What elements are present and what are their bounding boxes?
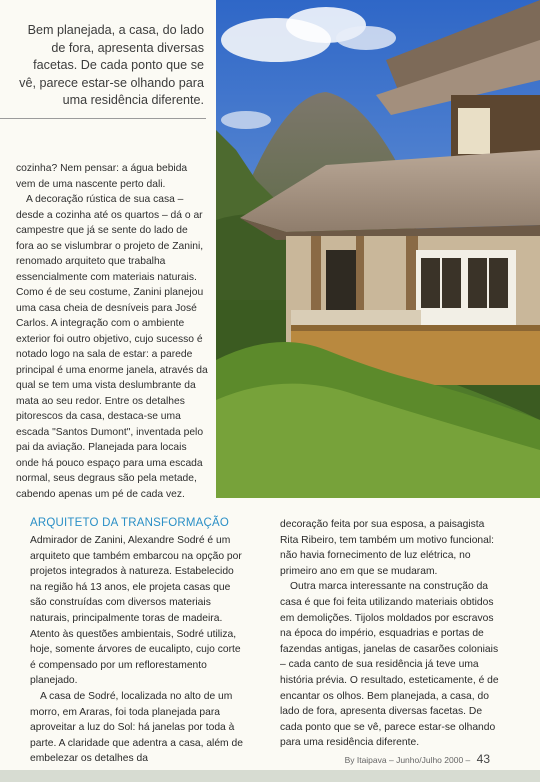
paragraph: decoração feita por sua esposa, a paisagista Rita Ribeiro, tem também um motivo funcional: não havia fornecimento de luz elétrica, no primeiro ano em que se mudaram. bbox=[280, 519, 495, 577]
paragraph: Outra marca interessante na construção da casa é que foi feita utilizando materiais obtidos em demolições. Tijolos moldados por escravos na época do império, esquadrias e portas de fazendas antigas, janelas de casarões coloniais – cada canto de sua residência já teve uma história prévia. O resultado, esteticamente, é de encantar os olhos. Bem planejada, a casa, do lado de fora, apresenta diversas facetas. De cada ponto que se vê, parece estar-se olhando para uma residência diferente. bbox=[280, 581, 499, 749]
paragraph: Admirador de Zanini, Alexandre Sodré é um arquiteto que também embarcou na opção por projetos integrados à natureza. Estabelecido na região há 13 anos, ele projeta casas que são construídas com diversos materiais naturais, principalmente toras de madeira. Atento às questões ambientais, Sodré utiliza, hoje, somente árvores de eucalipto, cujo corte é compensado por um reflorestamento planejado. bbox=[30, 535, 242, 687]
section-heading: ARQUITETO DA TRANSFORMAÇÃO bbox=[30, 517, 230, 529]
paragraph: A casa de Sodré, localizada no alto de um morro, em Araras, foi toda planejada para aproveitar a luz do Sol: há janelas por toda à parte. A claridade que adentra a casa, além de embelezar os detalhes da bbox=[30, 690, 243, 765]
page-number: 43 bbox=[476, 752, 490, 766]
paragraph: A decoração rústica de sua casa – desde a cozinha até os quartos – dá o ar campestre que já se sente do lado de fora ao se vislumbrar o projeto de Zanini, renomado arquiteto que trabalha essencialmente com materiais naturais. Como é de seu costume, Zanini planejou uma casa cheia de desníveis para José Carlos. A integração com o ambiente exterior foi outro objetivo, cujo sucesso é notado logo na sala de estar: a parede principal é uma enorme janela, através da qual se tem uma vista deslumbrante da mata ao seu redor. Entre os detalhes pitorescos da casa, destaca-se uma escada "Santos Dumont", inventada pelo pai da aviação. Planejada para locais onde há pouco espaço para uma escada normal, seus degraus são pela metade, cabendo apenas um pé de cada vez. bbox=[16, 194, 208, 500]
footer-text: By Itaipava – Junho/Julho 2000 – bbox=[344, 755, 471, 765]
pull-quote: Bem planejada, a casa, do lado de fora, apresenta diversas facetas. De cada ponto que se vê, parece estar-se olhando para uma residência diferente. bbox=[19, 23, 204, 107]
bottom-band bbox=[0, 770, 540, 782]
paragraph: cozinha? Nem pensar: a água bebida vem de uma nascente perto dali. bbox=[16, 163, 188, 190]
left-text-column bbox=[16, 161, 208, 502]
house-illustration bbox=[216, 0, 540, 498]
house-photo bbox=[216, 0, 540, 498]
bottom-right-text-column bbox=[280, 517, 502, 751]
pull-quote-divider bbox=[0, 118, 206, 119]
page-footer bbox=[345, 752, 490, 766]
bottom-left-text-column bbox=[30, 533, 248, 767]
